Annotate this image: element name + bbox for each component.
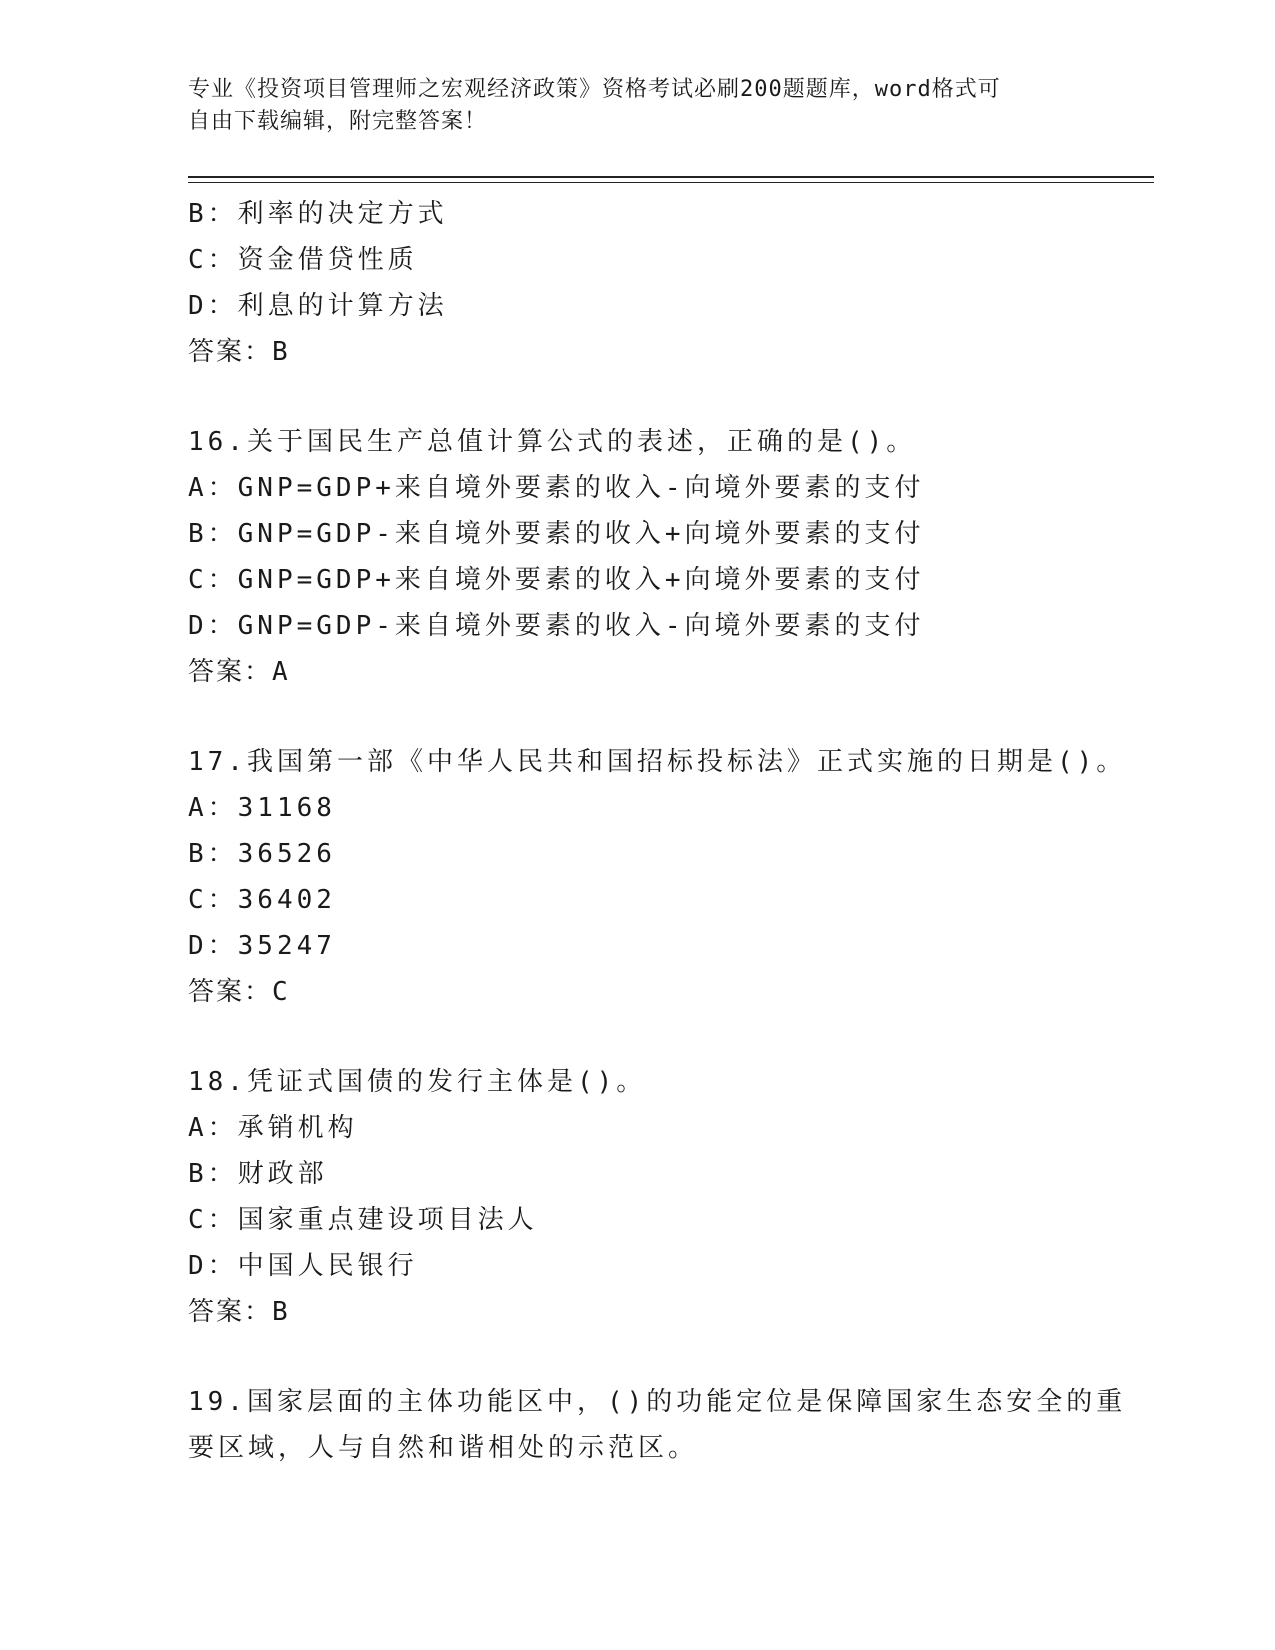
question-text: 17.我国第一部《中华人民共和国招标投标法》正式实施的日期是()。 — [188, 747, 1127, 777]
question-text: 18.凭证式国债的发行主体是()。 — [188, 1067, 647, 1097]
option-c: C：GNP=GDP+来自境外要素的收入+向境外要素的支付 — [188, 565, 925, 595]
option-c: C：资金借贷性质 — [188, 245, 418, 275]
question-list — [188, 191, 1127, 1471]
option-b: B：36526 — [188, 839, 336, 869]
header-line-2: 自由下载编辑，附完整答案！ — [188, 109, 488, 134]
option-d: D：利息的计算方法 — [188, 291, 448, 321]
option-b: B：利率的决定方式 — [188, 199, 448, 229]
document-header — [188, 74, 1068, 138]
option-c: C：国家重点建设项目法人 — [188, 1205, 538, 1235]
question-text: 16.关于国民生产总值计算公式的表述，正确的是()。 — [188, 427, 917, 457]
answer: 答案：B — [188, 1297, 290, 1327]
answer: 答案：B — [188, 337, 290, 367]
header-divider-thin — [188, 182, 1154, 183]
answer: 答案：C — [188, 977, 290, 1007]
question-18 — [188, 1059, 1088, 1335]
option-b: B：财政部 — [188, 1159, 328, 1189]
option-d: D：GNP=GDP-来自境外要素的收入-向境外要素的支付 — [188, 611, 925, 641]
option-d: D：35247 — [188, 931, 336, 961]
header-line-1: 专业《投资项目管理师之宏观经济政策》资格考试必刷200题题库，word格式可 — [188, 77, 1001, 102]
question-19 — [188, 1379, 1127, 1471]
option-a: A：承销机构 — [188, 1113, 358, 1143]
option-c: C：36402 — [188, 885, 336, 915]
question-text-line-1: 19.国家层面的主体功能区中，()的功能定位是保障国家生态安全的重 — [188, 1387, 1127, 1417]
option-a: A：GNP=GDP+来自境外要素的收入-向境外要素的支付 — [188, 473, 925, 503]
option-d: D：中国人民银行 — [188, 1251, 418, 1281]
question-17 — [188, 739, 1127, 1015]
question-text-line-2: 要区域，人与自然和谐相处的示范区。 — [188, 1433, 699, 1463]
question-15-tail — [188, 191, 1088, 375]
question-16 — [188, 419, 1088, 695]
option-b: B：GNP=GDP-来自境外要素的收入+向境外要素的支付 — [188, 519, 925, 549]
option-a: A：31168 — [188, 793, 336, 823]
header-divider-thick — [188, 176, 1154, 178]
answer: 答案：A — [188, 657, 290, 687]
